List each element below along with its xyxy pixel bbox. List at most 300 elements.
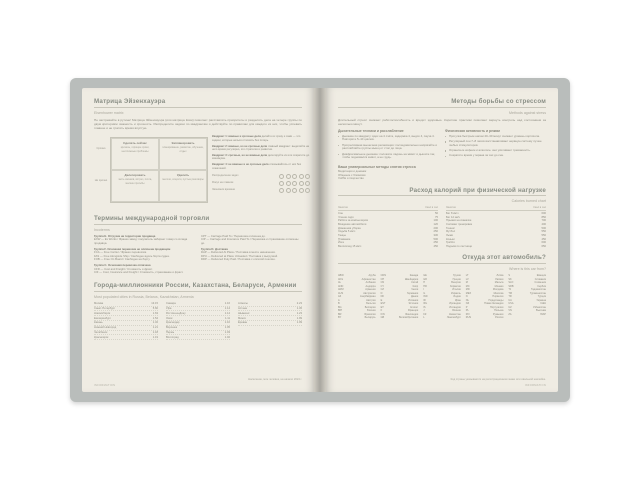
car-codes-column (508, 274, 546, 320)
stress-item: Сократите время у экрана за час до сна. (445, 154, 546, 158)
country-code: P (465, 305, 468, 309)
matrix-note-label: Квадрант 1: важные и срочные дела (212, 135, 261, 139)
eisenhower-matrix (94, 133, 310, 211)
matrix-note (212, 145, 310, 152)
country-name: Монако (494, 284, 504, 288)
country-code: B (338, 302, 340, 306)
country-name: Швеция (536, 274, 546, 278)
incoterms-line: CIP — Carriage and Insurance Paid To / Перевозка и страхование оплачены до. (201, 237, 299, 245)
stress-column-head: Дыхательные техники и расслабление (338, 129, 404, 134)
cities-note: Население, млн человек, на начало 2024 г. (248, 378, 302, 381)
country-code: UZ (508, 305, 512, 309)
country-code: IRL (423, 302, 428, 306)
section-incoterms (82, 215, 314, 277)
city-value: 1.05 (224, 326, 230, 330)
header-kcal: Ккал в час (425, 206, 438, 210)
country-code: BY (338, 316, 342, 320)
city-name: Краснодар (166, 321, 180, 325)
city-value: 1.45 (296, 307, 302, 311)
country-name: Австрия (366, 298, 376, 302)
country-code: F (380, 309, 383, 313)
city-value: 1.02 (224, 335, 230, 339)
activity-value: 330 (433, 233, 438, 237)
city-value: 1.09 (296, 321, 302, 325)
book-spine (314, 88, 326, 392)
city-value: 1.99 (296, 316, 302, 320)
activity-name: Подъём по лестнице (446, 245, 472, 249)
section-subtitle: Calories burned chart (511, 199, 546, 204)
country-code: MD (465, 288, 470, 292)
country-name: Норвегия (492, 295, 504, 299)
activity-name: Коньки (446, 237, 455, 241)
activity-value: 450 (541, 237, 546, 241)
matrix-cell-title: Запланировать (171, 141, 195, 146)
country-code: SRB (508, 284, 514, 288)
country-code: RO (465, 312, 470, 316)
country-name: Индия (453, 295, 461, 299)
city-name: Самара (166, 302, 176, 306)
country-name: Китай (411, 281, 419, 285)
city-value: 1.18 (152, 330, 158, 334)
right-page (326, 88, 558, 392)
country-name: Греция (452, 277, 461, 281)
rating-dot (292, 181, 297, 186)
city-name: Воронеж (166, 326, 178, 330)
country-name: Словакия (534, 277, 546, 281)
country-name: Вьетнам (536, 309, 546, 313)
matrix-cell-q1 (111, 138, 159, 170)
section-million-cities (82, 282, 314, 340)
country-code: GR (423, 277, 427, 281)
matrix-cell-q2 (159, 138, 207, 170)
incoterms-line: FAS — Free Alongside Ship / Свободно вдоль борта судна. (94, 253, 170, 258)
country-name: Франция (407, 309, 419, 313)
country-name: Италия (452, 288, 461, 292)
car-codes-note: Код страны указывается на регистрационном знаке или овальной наклейке. (450, 378, 546, 381)
country-name: Мальта (494, 281, 504, 285)
activity-name: Силовая тренировка (446, 222, 472, 226)
matrix-note-text: делегируйте их или сократите до минимума. (212, 154, 310, 161)
country-name: Бельгия (366, 302, 376, 306)
country-name: Португалия (489, 305, 504, 309)
activity-name: Танцы (338, 233, 346, 237)
section-stress (326, 88, 558, 181)
country-name: Андорра (365, 284, 376, 288)
activity-value: 600 (541, 211, 546, 215)
matrix-cell-q3 (111, 170, 159, 202)
country-name: Исландия (449, 305, 461, 309)
country-code: AUS (338, 291, 344, 295)
rating-row (212, 187, 310, 193)
rating-row (212, 180, 310, 186)
activity-value: 650 (541, 245, 546, 249)
country-name: Турция (537, 295, 546, 299)
country-code: CY (380, 284, 385, 288)
incoterms-columns (94, 235, 302, 278)
country-code: H (423, 281, 425, 285)
activity-name: Велосипед 15 км/ч (338, 245, 362, 249)
country-name: Босния (367, 309, 376, 313)
country-name: Великобритания (398, 316, 419, 320)
country-code: NZ (465, 302, 470, 306)
matrix-cell-title: Сделать сейчас (123, 141, 147, 146)
matrix-cell-title: Делегировать (124, 173, 146, 178)
activity-value: 250 (433, 241, 438, 245)
rating-dot (286, 174, 291, 179)
city-name: Ереван (238, 321, 248, 325)
country-name: Израиль (450, 291, 461, 295)
rating-dot (299, 181, 304, 186)
table-row (94, 335, 158, 340)
country-code: IL (423, 291, 426, 295)
country-code: BG (338, 305, 342, 309)
country-code: BIH (338, 309, 343, 313)
country-name: Канада (409, 274, 419, 278)
incoterms-line: FOB — Free On Board / Свободно на борту. (94, 257, 151, 262)
open-notebook (70, 78, 570, 402)
country-code: ZA (508, 312, 512, 316)
rating-label: Распределение задач (212, 174, 239, 178)
activity-value: 450 (433, 245, 438, 249)
table-row (466, 316, 504, 320)
country-code: IS (423, 305, 426, 309)
section-subtitle: Most populated cities in Russia, Belarus, Kazakhstan, Armenia (94, 294, 194, 299)
country-name: Грузия (453, 274, 461, 278)
stress-extra-line: Медитация и дневник (338, 169, 367, 174)
rating-dot (286, 181, 291, 186)
car-codes-column (466, 274, 504, 320)
city-value: 1.11 (224, 316, 230, 320)
incoterms-group-head: Группа E. Отгрузка на территории продавца (94, 233, 156, 238)
rating-dot (279, 181, 284, 186)
country-name: Финляндия (405, 312, 419, 316)
activity-value: 250 (433, 230, 438, 234)
activity-value: 400 (541, 222, 546, 226)
city-name: Уфа (166, 307, 172, 311)
country-name: Чехия (411, 288, 419, 292)
country-code: UA (508, 298, 512, 302)
activity-name: Работа за компьютером (338, 219, 368, 223)
country-code: E (380, 298, 383, 302)
country-name: Литва (496, 274, 504, 278)
table-header (446, 206, 546, 211)
page-footer-left: INFORMATION (94, 384, 116, 387)
cities-column (238, 302, 302, 340)
country-name: Япония (452, 309, 461, 313)
table-row (508, 312, 546, 316)
section-car-codes (326, 254, 558, 319)
section-eisenhower (82, 88, 314, 211)
section-subtitle: Methods against stress (509, 110, 546, 115)
car-codes-column (381, 274, 419, 320)
country-code: S (508, 274, 511, 278)
country-name: Венгрия (451, 281, 461, 285)
activity-value: 850 (541, 215, 546, 219)
country-code: D (380, 291, 383, 295)
activity-name: Футбол (446, 230, 456, 234)
city-name: Шымкент (238, 311, 250, 315)
city-name: Красноярск (94, 335, 109, 339)
page-footer-right: INFORMATION (524, 384, 546, 387)
country-name: Беларусь (364, 316, 376, 320)
table-row (381, 316, 419, 320)
country-name: Армения (365, 288, 376, 292)
stress-item: Прогрессивная мышечная релаксация: последовательно напрягайте и расслабляйте группы мышц от стоп до лица. (338, 144, 439, 151)
country-code: TM (508, 291, 512, 295)
city-name: Алматы (238, 302, 248, 306)
country-name: Аруба (368, 274, 376, 278)
rating-dot (305, 181, 310, 186)
cities-column (166, 302, 230, 340)
section-title: Города-миллионники России, Казахстана, Беларуси, Армении (94, 282, 302, 292)
country-code: CZ (380, 288, 384, 292)
country-name: Сербия (537, 284, 546, 288)
country-code: NL (465, 298, 469, 302)
country-code: MEX (465, 291, 472, 295)
country-code: BR (338, 312, 342, 316)
matrix-note-label: Квадрант 3: срочные, но не важные дела (212, 154, 268, 158)
rating-dot (279, 188, 284, 193)
section-intro: Не застревайте в рутине! Матрица Эйзенхауэра (или матрица Кови) помогает расставлять приоритеты и разделять дела на четыре группы по двум критериям: важность и срочность. Распределите задачи по квадрантам и действуйте по правилам для каждого из них, чтобы успевать главное и не тратить время впустую. (94, 117, 302, 131)
city-name: Нижний Новгород (94, 326, 117, 330)
country-name: Узбекистан (532, 305, 546, 309)
city-name: Ростов-на-Дону (166, 311, 186, 315)
matrix-cell-text: часть звонков, встреч, почта, мелкие просьбы (118, 178, 152, 185)
country-name: Мексика (493, 291, 504, 295)
rating-dots (279, 188, 310, 193)
activity-value: 50 (435, 211, 438, 215)
city-name: Казань (94, 321, 103, 325)
country-code: RUS (465, 316, 472, 320)
matrix-notes (212, 135, 310, 192)
country-name: Египет (410, 305, 419, 309)
country-code: IND (423, 295, 428, 299)
stress-column (445, 129, 546, 162)
incoterms-block (201, 235, 302, 246)
country-code: IR (423, 298, 426, 302)
activity-name: Гребля (446, 241, 455, 245)
city-value: 1.14 (224, 311, 230, 315)
stress-column-head: Физическая активность и режим (445, 129, 500, 134)
incoterms-group-head: Группа D. Доставка (201, 246, 228, 251)
country-name: Новая Зеландия (484, 302, 504, 306)
country-name: Нидерланды (488, 298, 504, 302)
city-value: 1.19 (152, 335, 158, 339)
city-value: 2.23 (296, 302, 302, 306)
activity-value: 200 (433, 226, 438, 230)
city-name: Санкт-Петербург (94, 307, 116, 311)
header-activity: Занятие (446, 206, 456, 210)
country-name: Афганистан (361, 277, 376, 281)
stress-column (338, 129, 439, 162)
country-code: CH (380, 277, 385, 281)
incoterms-line: DPU — Delivered at Place Unloaded / Поставка с выгрузкой. (201, 253, 278, 258)
stress-item: Диафрагмальное дыхание: положите ладонь на живот и дышите так, чтобы поднимался живот, а не грудь. (338, 153, 439, 160)
matrix-note-text: отказывайтесь от них без сожалений. (212, 163, 302, 170)
activity-value: 550 (541, 230, 546, 234)
country-name: Албания (365, 281, 376, 285)
rating-dot (305, 174, 310, 179)
car-codes-column (338, 274, 376, 320)
country-code: TJ (508, 288, 512, 292)
country-name: Латвия (495, 277, 504, 281)
section-calories (326, 187, 558, 249)
country-code: L (423, 316, 425, 320)
country-code: ABW (338, 274, 344, 278)
city-value: 13.15 (151, 302, 158, 306)
country-code: USA (508, 302, 514, 306)
country-name: Болгария (364, 305, 376, 309)
country-code: CN (380, 281, 385, 285)
country-name: Казахстан (449, 312, 461, 316)
country-code: N (465, 295, 468, 299)
country-name: Германия (406, 291, 419, 295)
section-subtitle: Eisenhower matrix (94, 110, 124, 115)
city-name: Омск (166, 316, 173, 320)
activity-name: Чтение сидя (338, 215, 354, 219)
left-page (82, 88, 314, 392)
country-code: PL (465, 309, 469, 313)
city-value: 1.21 (152, 326, 158, 330)
stress-extra-line: Общение с близкими (338, 172, 366, 177)
matrix-note (212, 135, 310, 142)
rating-dot (286, 188, 291, 193)
country-name: Бразилия (364, 312, 376, 316)
country-code: EST (380, 302, 386, 306)
country-code: A (338, 298, 340, 302)
city-value: 5.60 (152, 307, 158, 311)
country-name: Швейцария (404, 277, 419, 281)
city-value: 1.23 (296, 311, 302, 315)
activity-value: 100 (433, 219, 438, 223)
country-name: Ирландия (449, 302, 461, 306)
city-name: Челябинск (94, 330, 108, 334)
matrix-y-label-urgent: Срочно (96, 147, 106, 151)
country-name: ЮАР (540, 312, 546, 316)
stress-item: Дыхание по квадрату: вдох на 4 счёта, задержка 4, выдох 4, пауза 4. Повторите 5–10 циклов. (338, 135, 439, 142)
country-name: Хорватия (449, 284, 461, 288)
country-name: Туркменистан (529, 291, 546, 295)
incoterms-block (94, 264, 195, 275)
incoterms-line: CFR — Cost and Freight / Стоимость и фрахт. (94, 266, 153, 271)
country-code: HR (423, 284, 427, 288)
stress-item: Регулярный сон 7–8 часов восстанавливает нервную систему лучше любых стимуляторов. (445, 140, 546, 147)
incoterms-block (94, 235, 195, 246)
activity-value: 75 (435, 215, 438, 219)
city-value: 1.10 (224, 321, 230, 325)
rating-dot (305, 188, 310, 193)
incoterms-block (201, 248, 302, 262)
country-code: M (465, 281, 468, 285)
country-code: GB (380, 316, 385, 320)
matrix-cell-text: планирование, развитие, обучение, отдых (162, 146, 204, 153)
rating-row (212, 173, 310, 179)
activity-value: 550 (541, 233, 546, 237)
country-name: США (540, 302, 546, 306)
rating-dot (299, 188, 304, 193)
matrix-cell-title: Удалить (176, 173, 190, 178)
matrix-cell-q4 (159, 170, 207, 202)
country-code: MC (465, 284, 470, 288)
country-code: ARM (338, 288, 344, 292)
city-value: 1.54 (152, 316, 158, 320)
stress-extra-lines (338, 170, 546, 181)
country-code: ET (380, 305, 384, 309)
matrix-note (212, 154, 310, 161)
country-code: AZ (338, 295, 342, 299)
section-subtitle: Where is this car from? (509, 266, 546, 271)
calories-table (338, 206, 546, 248)
incoterms-line: DAP — Delivered At Place / Поставка в месте назначения. (201, 250, 276, 255)
header-kcal: Ккал в час (533, 206, 546, 210)
stress-columns (338, 129, 546, 162)
country-code: I (423, 288, 424, 292)
rating-label: Экономия времени (212, 188, 236, 192)
country-code: TR (508, 295, 512, 299)
table-row (238, 321, 302, 326)
activity-value: 700 (541, 219, 546, 223)
country-code: CDN (380, 274, 387, 278)
rating-dot (292, 174, 297, 179)
activity-name: Плавание (338, 237, 351, 241)
incoterms-column (94, 235, 195, 278)
country-code: FIN (380, 312, 385, 316)
cities-column (94, 302, 158, 340)
city-value: 1.63 (152, 311, 158, 315)
matrix-cell-text: мелочи, соцсети, пустые разговоры (162, 178, 204, 182)
rating-dots (279, 181, 310, 186)
section-title: Откуда этот автомобиль? (338, 254, 546, 264)
incoterms-line: FCA — Free Carrier / Франко перевозчик. (94, 250, 147, 255)
country-code: DK (380, 295, 385, 299)
activity-name: Бег 8 км/ч (446, 211, 459, 215)
rating-dot (292, 188, 297, 193)
country-code: J (423, 309, 425, 313)
calories-column (338, 206, 438, 248)
country-name: Эстония (408, 302, 419, 306)
incoterms-column (201, 235, 302, 278)
matrix-note-text: делайте их сразу и сами — это задачи, которые нельзя отложить без потерь. (212, 135, 301, 142)
stress-item: Ограничьте кофеин и алкоголь: они усиливают тревожность. (445, 149, 546, 153)
matrix-grid (110, 137, 208, 203)
matrix-y-label-not-urgent: Не срочно (94, 179, 108, 183)
country-name: Азербайджан (359, 295, 376, 299)
country-name: Испания (408, 298, 419, 302)
table-header (338, 206, 438, 211)
country-name: Румыния (492, 312, 504, 316)
section-subtitle: Incoterms (94, 227, 110, 232)
city-name: Екатеринбург (94, 316, 111, 320)
country-code: GE (423, 274, 427, 278)
activity-name: Ходьба 5 км/ч (338, 230, 356, 234)
activity-name: Бег 12 км/ч (446, 215, 460, 219)
activity-value: 500 (433, 237, 438, 241)
rating-dots (279, 174, 310, 179)
rating-label: Фокус на главном (212, 181, 234, 185)
section-lead: Длительный стресс снижает работоспособность и вредит здоровью. Короткие практики помогают вернуть контроль над состоянием за несколько минут. (338, 117, 546, 126)
country-name: Австралия (363, 291, 376, 295)
country-name: Украина (536, 298, 546, 302)
activity-name: Прыжки на скакалке (446, 219, 472, 223)
matrix-note (212, 163, 310, 170)
country-code: AND (338, 284, 344, 288)
stress-extra-head: Ваши универсальные методы снятия стресса (338, 164, 416, 169)
activity-name: Теннис (446, 226, 455, 230)
city-value: 1.16 (224, 302, 230, 306)
city-value: 1.14 (224, 307, 230, 311)
incoterms-block (94, 248, 195, 262)
activity-name: Домашняя уборка (338, 226, 361, 230)
